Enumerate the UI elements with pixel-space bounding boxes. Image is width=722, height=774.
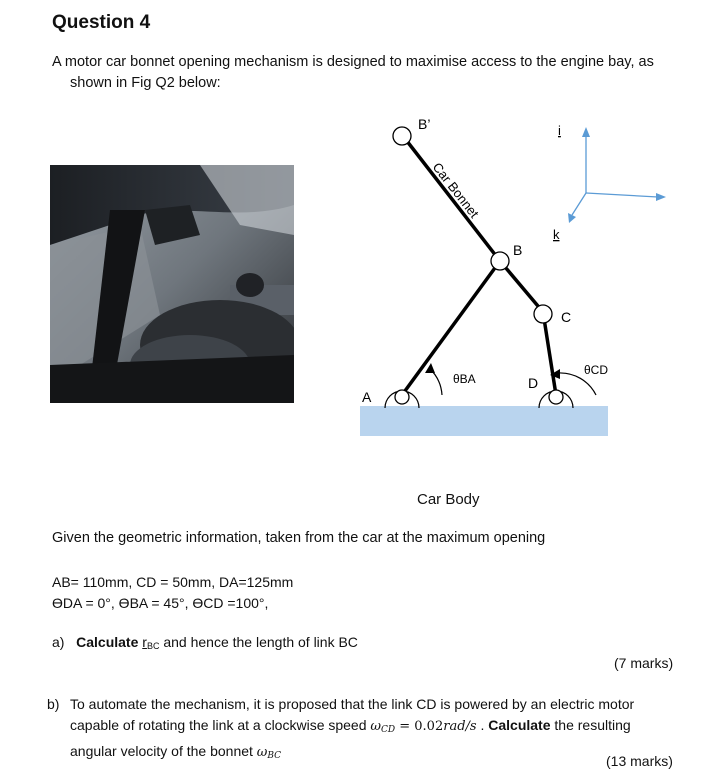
part-a-prefix: a) <box>52 634 65 650</box>
link-ab <box>402 261 500 395</box>
label-unit-k: k <box>553 227 560 242</box>
intro-line-1: A motor car bonnet opening mechanism is designed to maximise access to the engine bay, as <box>52 54 654 70</box>
part-a <box>52 634 358 651</box>
part-b-prefix: b) <box>47 696 60 712</box>
joint-b-prime <box>393 127 411 145</box>
part-b-line-2: capable of rotating the link at a clockwise speed $\omega_{CD} = 0.02rad/s$ . Calculate the resulting <box>70 717 631 735</box>
part-a-bold: Calculate <box>76 634 139 650</box>
ground-surface <box>360 406 608 436</box>
part-b-line-3: angular velocity of the bonnet $\omega_{BC}$ <box>70 743 282 761</box>
label-unit-i: i <box>558 123 561 138</box>
figure-caption: Car Body <box>417 491 480 508</box>
link-bc <box>500 261 543 312</box>
label-car-bonnet: Car Bonnet <box>429 159 482 221</box>
label-b: B <box>513 242 523 258</box>
label-a: A <box>362 389 372 405</box>
dimensions-line-2: ϴDA = 0°, ϴBA = 45°, ϴCD =100°, <box>52 595 269 611</box>
label-theta-cd: θCD <box>584 363 609 377</box>
label-b-prime: B’ <box>418 116 431 132</box>
link-bonnet <box>403 136 500 261</box>
part-a-rest: and hence the length of link BC <box>159 634 358 650</box>
dimensions-block <box>52 572 293 614</box>
angle-arrow-ba <box>425 363 435 373</box>
axis-i-line <box>586 193 658 197</box>
part-b-marks: (13 marks) <box>606 753 673 769</box>
part-b-text <box>70 694 690 767</box>
label-d: D <box>528 375 539 391</box>
mechanism-diagram <box>340 105 700 445</box>
axis-i-arrow <box>656 193 666 201</box>
joint-a <box>395 390 409 404</box>
dimensions-line-1: AB= 110mm, CD = 50mm, DA=125mm <box>52 574 294 590</box>
question-intro <box>52 52 692 94</box>
part-a-marks: (7 marks) <box>614 655 674 671</box>
bonnet-mechanism-photo <box>50 165 294 403</box>
given-text: Given the geometric information, taken from the car at the maximum opening <box>52 530 546 546</box>
joint-b <box>491 252 509 270</box>
link-cd <box>543 312 556 395</box>
joint-c <box>534 305 552 323</box>
joint-d <box>549 390 563 404</box>
intro-line-2: shown in Fig Q2 below: <box>70 75 221 91</box>
part-b-line-1: To automate the mechanism, it is proposed that the link CD is powered by an electric motor <box>70 696 635 712</box>
label-theta-ba: θBA <box>453 372 476 386</box>
label-c: C <box>561 309 572 325</box>
axis-j-arrow <box>582 127 590 137</box>
part-a-vector: $r_{BC}$ <box>142 634 160 651</box>
axis-k-line <box>572 193 586 215</box>
question-title: Question 4 <box>52 12 151 33</box>
